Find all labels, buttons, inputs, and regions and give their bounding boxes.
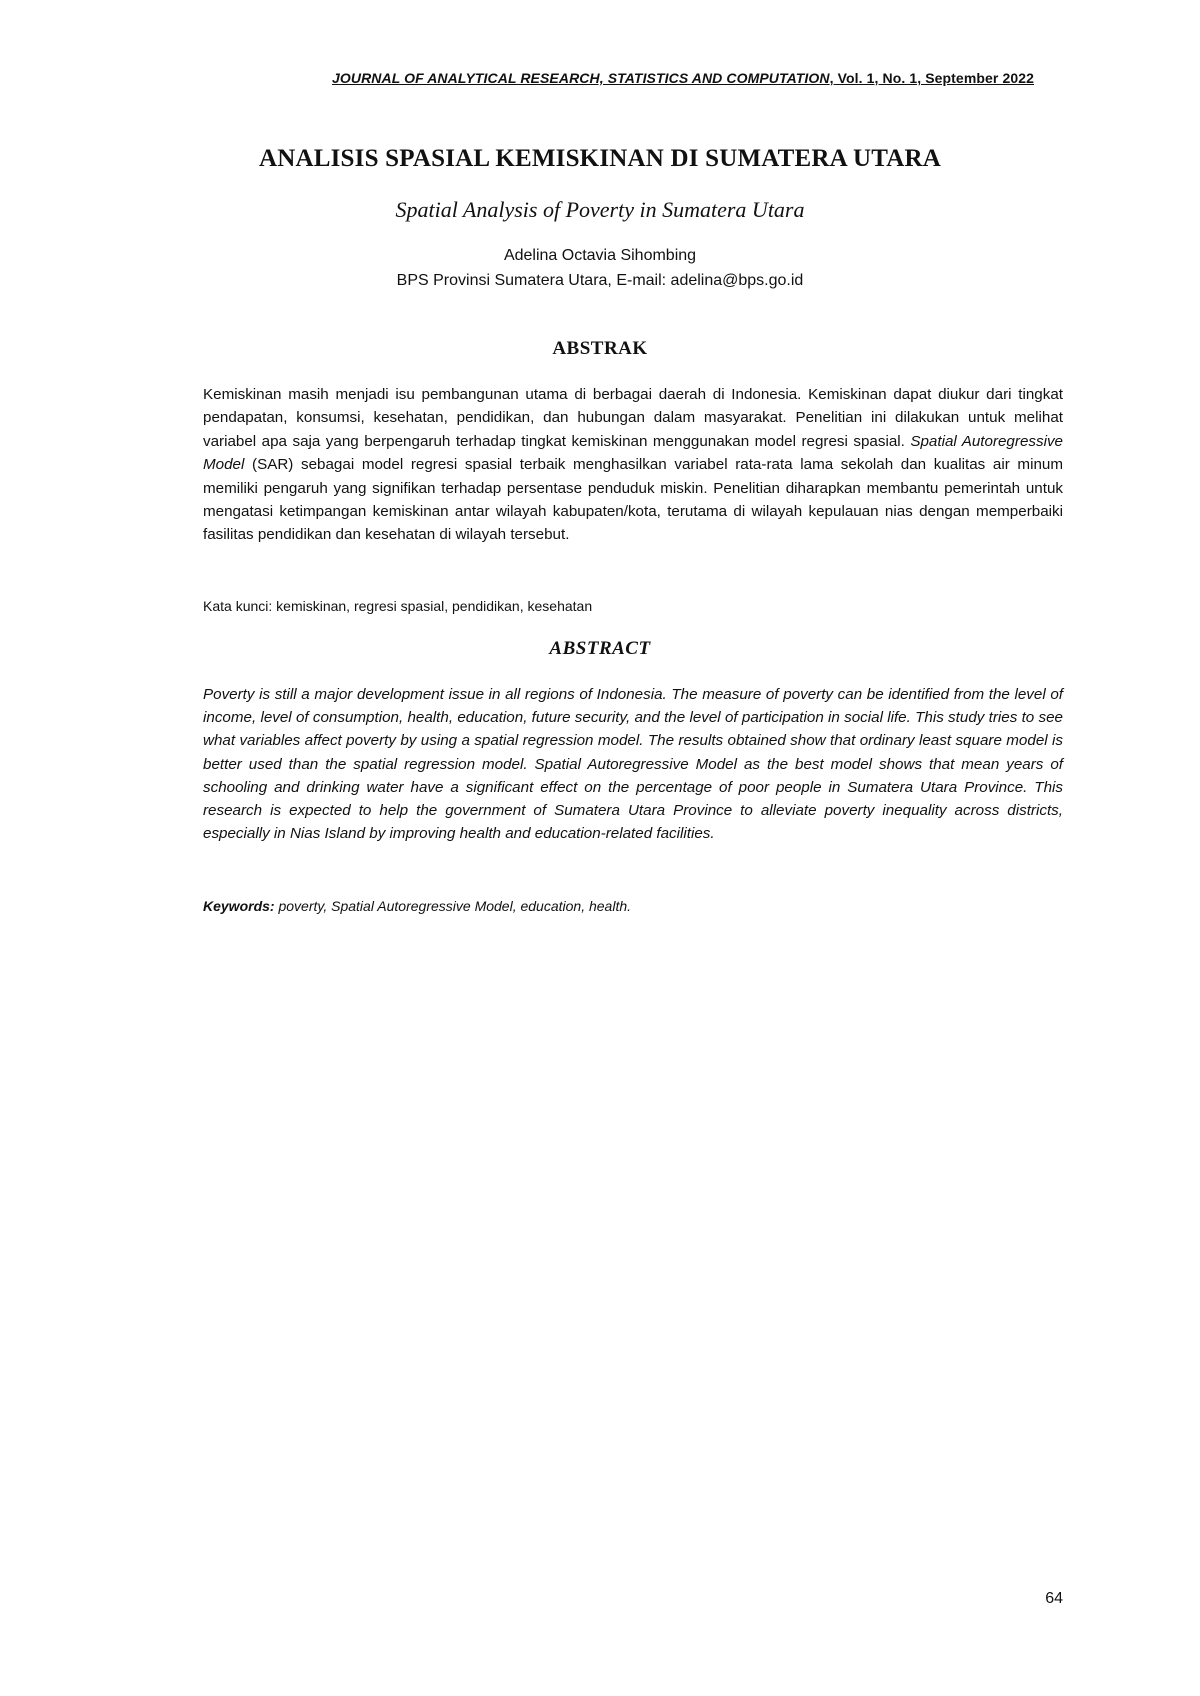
- keywords-list: poverty, Spatial Autoregressive Model, education, health.: [274, 898, 632, 914]
- author-affiliation: BPS Provinsi Sumatera Utara, E-mail: adelina@bps.go.id: [396, 272, 804, 289]
- abstrak-text-emphasis: Spatial Autoregressive Model: [203, 432, 1063, 474]
- abstrak-body: [203, 383, 1063, 547]
- abstract-heading: ABSTRACT: [549, 638, 651, 659]
- keywords-label: Keywords:: [203, 898, 275, 914]
- abstrak-heading: ABSTRAK: [552, 338, 648, 359]
- paper-title: ANALISIS SPASIAL KEMISKINAN DI SUMATERA UTARA: [258, 145, 942, 172]
- running-header: [150, 70, 1034, 86]
- kata-kunci: Kata kunci: kemiskinan, regresi spasial, pendidikan, kesehatan: [203, 598, 593, 614]
- paper-subtitle: Spatial Analysis of Poverty in Sumatera Utara: [395, 197, 805, 222]
- author-name: Adelina Octavia Sihombing: [503, 247, 697, 264]
- abstrak-text-part-2: (SAR) sebagai model regresi spasial terbaik menghasilkan variabel rata-rata lama sekolah dan kualitas air minum memiliki pengaruh yang signifikan terhadap persentase penduduk miskin. Penelitian diharapkan membantu pemerintah untuk mengatasi ketimpangan kemiskinan antar wilayah kabupaten/kota, terutama di wilayah kepulauan nias dengan memperbaiki fasilitas pendidikan dan kesehatan di wilayah tersebut.: [203, 456, 1063, 544]
- abstrak-text-part-1: Kemiskinan masih menjadi isu pembangunan utama di berbagai daerah di Indonesia. Kemiskinan dapat diukur dari tingkat pendapatan, konsumsi, kesehatan, pendidikan, dan hubungan dalam masyarakat. Penelitian ini dilakukan untuk melihat variabel apa saja yang berpengaruh terhadap tingkat kemiskinan menggunakan model regresi spasial.: [203, 386, 1063, 450]
- keywords: [203, 898, 1063, 914]
- page-number: 64: [1045, 1590, 1063, 1607]
- journal-name: JOURNAL OF ANALYTICAL RESEARCH, STATISTICS AND COMPUTATION: [332, 70, 830, 86]
- abstract-body: Poverty is still a major development issue in all regions of Indonesia. The measure of poverty can be identified from the level of income, level of consumption, health, education, future security, and the level of participation in social life. This study tries to see what variables affect poverty by using a spatial regression model. The results obtained show that ordinary least square model is better used than the spatial regression model. Spatial Autoregressive Model as the best model shows that mean years of schooling and drinking water have a significant effect on the percentage of poor people in Sumatera Utara Province. This research is expected to help the government of Sumatera Utara Province to alleviate poverty inequality across districts, especially in Nias Island by improving health and education-related facilities.: [203, 686, 1063, 843]
- journal-issue: , Vol. 1, No. 1, September 2022: [829, 70, 1034, 86]
